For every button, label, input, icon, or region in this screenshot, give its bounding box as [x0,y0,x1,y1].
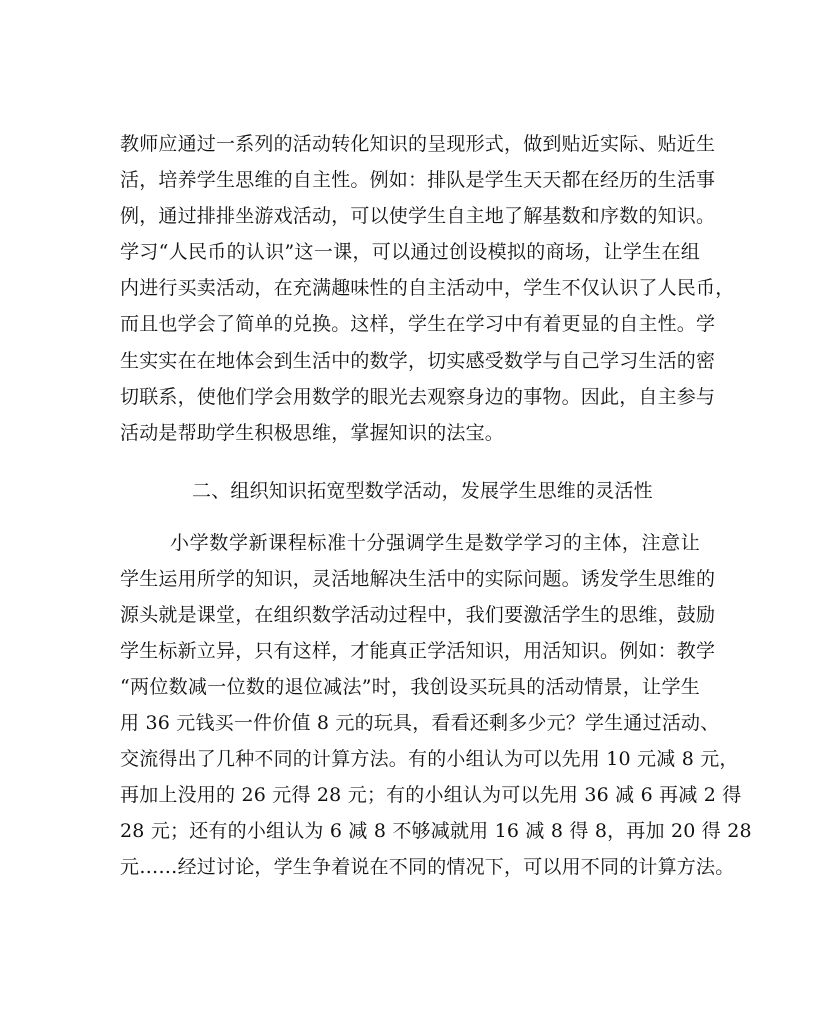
paragraph-line: 学生运用所学的知识，灵活地解决生活中的实际问题。诱发学生思维的 [120,568,716,590]
paragraph-line: 而且也学会了简单的兑换。这样，学生在学习中有着更显的自主性。学 [120,313,716,335]
paragraph-line: 内进行买卖活动，在充满趣味性的自主活动中，学生不仅认识了人民币， [120,277,735,299]
paragraph-line: 活动是帮助学生积极思维，掌握知识的法宝。 [120,422,505,444]
paragraph-line: 学生标新立异，只有这样，才能真正学活知识，用活知识。例如：教学 [120,640,716,662]
paragraph-line: 学习“人民币的认识”这一课，可以通过创设模拟的商场，让学生在组 [120,241,700,263]
paragraph-line: 28 元；还有的小组认为 6 减 8 不够减就用 16 减 8 得 8，再加 20 得 28 [120,820,752,842]
paragraph-line: 源头就是课堂，在组织数学活动过程中，我们要激活学生的思维，鼓励 [120,604,716,626]
paragraph-line: 再加上没用的 26 元得 28 元；有的小组认为可以先用 36 减 6 再减 2 得 [120,784,742,806]
section-heading: 二、组织知识拓宽型数学活动，发展学生思维的灵活性 [192,480,653,502]
paragraph-line: 用 36 元钱买一件价值 8 元的玩具，看看还剩多少元？学生通过活动、 [120,712,720,734]
paragraph-line: 切联系，使他们学会用数学的眼光去观察身边的事物。因此，自主参与 [120,386,716,408]
paragraph-line: “两位数减一位数的退位减法”时，我创设买玩具的活动情景，让学生 [120,676,700,698]
paragraph-line: 元……经过讨论，学生争着说在不同的情况下，可以用不同的计算方法。 [120,856,735,878]
paragraph-line: 小学数学新课程标准十分强调学生是数学学习的主体，注意让 [170,532,700,554]
paragraph-line: 生实实在在地体会到生活中的数学，切实感受数学与自己学习生活的密 [120,350,716,372]
paragraph-line: 例，通过排排坐游戏活动，可以使学生自主地了解基数和序数的知识。 [120,205,716,227]
paragraph-line: 交流得出了几种不同的计算方法。有的小组认为可以先用 10 元减 8 元， [120,748,739,770]
paragraph-line: 教师应通过一系列的活动转化知识的呈现形式，做到贴近实际、贴近生 [120,133,716,155]
paragraph-line: 活，培养学生思维的自主性。例如：排队是学生天天都在经历的生活事 [120,169,716,191]
